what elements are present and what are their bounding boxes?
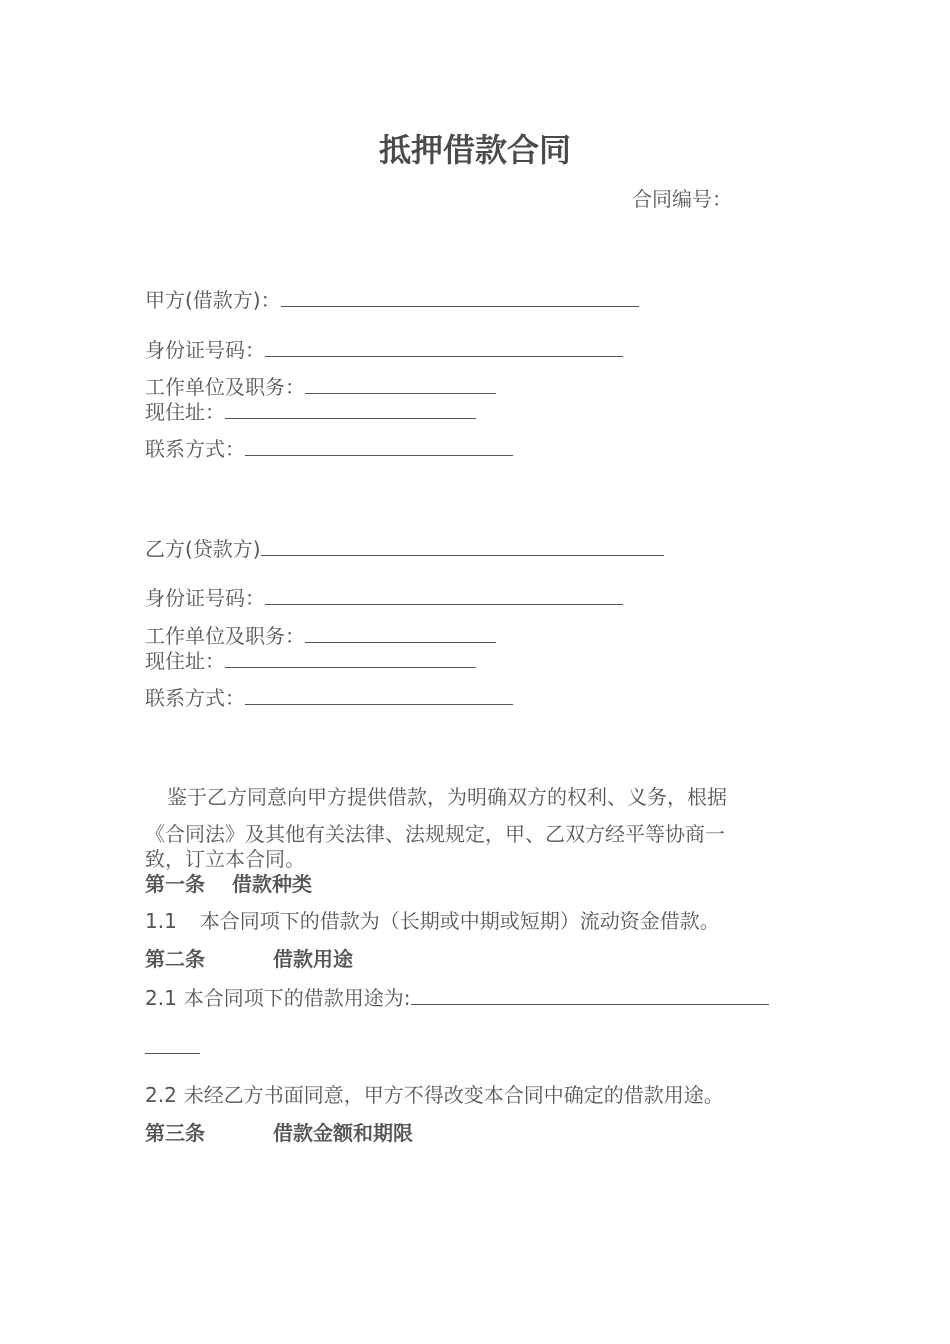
party-a-work-label: 工作单位及职务： bbox=[145, 375, 305, 399]
article-1-title: 借款种类 bbox=[232, 872, 312, 896]
clause-2-1-text: 本合同项下的借款用途为: bbox=[183, 986, 411, 1010]
contract-number-label: 合同编号： bbox=[632, 187, 732, 211]
party-a-contact-label: 联系方式： bbox=[145, 437, 245, 461]
preamble-line-1: 鉴于乙方同意向甲方提供借款，为明确双方的权利、义务，根据 bbox=[167, 785, 727, 809]
article-3-heading bbox=[145, 1120, 413, 1146]
party-b-work-label: 工作单位及职务： bbox=[145, 624, 305, 648]
party-b-name-line bbox=[145, 535, 664, 562]
clause-1-1-number: 1.1 bbox=[145, 909, 177, 933]
preamble-line-3: 致，订立本合同。 bbox=[145, 847, 305, 871]
party-b-contact-blank bbox=[245, 684, 513, 705]
party-a-id-line bbox=[145, 336, 623, 363]
clause-1-1-text: 本合同项下的借款为（长期或中期或短期）流动资金借款。 bbox=[199, 909, 720, 933]
party-b-name-label: 乙方(贷款方) bbox=[145, 537, 261, 561]
clause-2-1-blank-continuation bbox=[145, 1033, 200, 1054]
clause-2-2-text: 未经乙方书面同意，甲方不得改变本合同中确定的借款用途。 bbox=[183, 1083, 724, 1107]
party-a-id-blank bbox=[265, 336, 623, 357]
party-a-address-blank bbox=[225, 398, 476, 419]
clause-2-1-continuation bbox=[145, 1033, 200, 1060]
party-b-id-line bbox=[145, 584, 623, 611]
party-b-contact-label: 联系方式： bbox=[145, 686, 245, 710]
article-3-title: 借款金额和期限 bbox=[273, 1121, 413, 1145]
preamble-line-2: 《合同法》及其他有关法律、法规规定，甲、乙双方经平等协商一 bbox=[145, 822, 725, 846]
party-b-work-line bbox=[145, 622, 496, 649]
document-title: 抵押借款合同 bbox=[378, 131, 571, 169]
party-a-name-line bbox=[145, 286, 639, 313]
party-b-work-blank bbox=[305, 622, 496, 643]
article-3-number: 第三条 bbox=[145, 1121, 205, 1145]
article-2-number: 第二条 bbox=[145, 947, 205, 971]
party-a-name-label: 甲方(借款方)： bbox=[145, 288, 281, 312]
party-b-address-line bbox=[145, 647, 476, 674]
article-2-title: 借款用途 bbox=[273, 947, 353, 971]
party-b-address-label: 现住址： bbox=[145, 649, 225, 673]
party-a-work-line bbox=[145, 373, 496, 400]
party-b-name-blank bbox=[261, 535, 664, 556]
party-a-name-blank bbox=[281, 286, 639, 307]
party-a-work-blank bbox=[305, 373, 496, 394]
clause-2-1 bbox=[145, 984, 769, 1011]
clause-2-2-number: 2.2 bbox=[145, 1083, 177, 1107]
clause-2-1-number: 2.1 bbox=[145, 986, 177, 1010]
clause-2-2 bbox=[145, 1082, 724, 1108]
party-a-contact-line bbox=[145, 435, 513, 462]
party-b-id-blank bbox=[265, 584, 623, 605]
article-1-number: 第一条 bbox=[145, 872, 205, 896]
party-b-id-label: 身份证号码： bbox=[145, 586, 265, 610]
article-1-heading bbox=[145, 871, 312, 897]
clause-2-1-blank bbox=[411, 984, 769, 1005]
party-a-address-line bbox=[145, 398, 476, 425]
article-2-heading bbox=[145, 946, 353, 972]
party-b-contact-line bbox=[145, 684, 513, 711]
party-a-id-label: 身份证号码： bbox=[145, 338, 265, 362]
party-a-address-label: 现住址： bbox=[145, 400, 225, 424]
party-a-contact-blank bbox=[245, 435, 513, 456]
clause-1-1 bbox=[145, 908, 720, 934]
party-b-address-blank bbox=[225, 647, 476, 668]
